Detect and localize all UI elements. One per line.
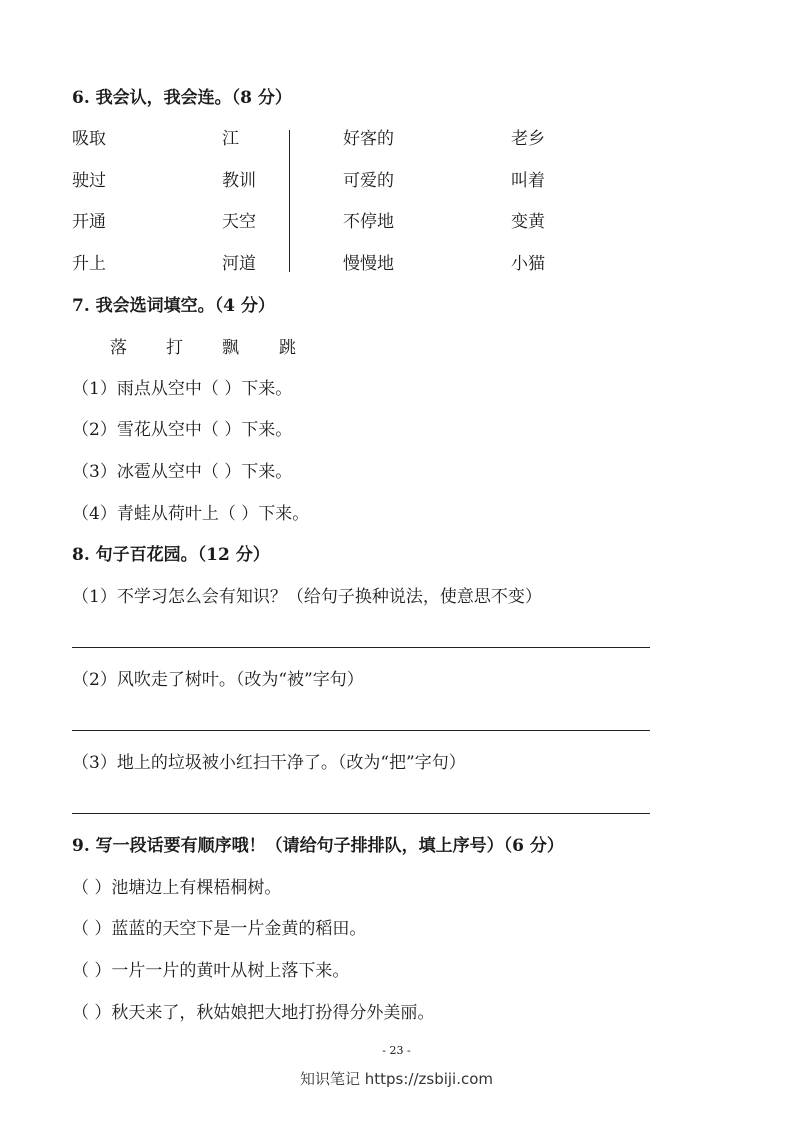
q8-answer-line[interactable]: [72, 730, 650, 731]
q6-right-word: 可爱的: [343, 171, 394, 191]
q6-right-match: 变黄: [511, 212, 545, 232]
q7-title: 7. 我会选词填空。（4 分）: [72, 296, 275, 316]
q6-left-word: 升上: [72, 254, 106, 274]
q6-left-match: 江: [222, 129, 239, 149]
q6-right-word: 慢慢地: [343, 254, 394, 274]
q6-left-word: 开通: [72, 212, 106, 232]
q6-left-match: 教训: [222, 171, 256, 191]
q6-right-match: 老乡: [511, 129, 545, 149]
q7-item: （3）冰雹从空中（ ）下来。: [72, 462, 293, 482]
q6-divider: [289, 130, 290, 272]
q9-item: （ ）蓝蓝的天空下是一片金黄的稻田。: [72, 919, 367, 939]
q6-left-word: 驶过: [72, 171, 106, 191]
q6-right-word: 好客的: [343, 129, 394, 149]
q6-right-match: 小猫: [511, 254, 545, 274]
footer-watermark: 知识笔记 https://zsbiji.com: [299, 1070, 494, 1088]
q8-item: （1）不学习怎么会有知识？（给句子换种说法，使意思不变）: [72, 587, 542, 607]
q8-answer-line[interactable]: [72, 813, 650, 814]
q8-item: （3）地上的垃圾被小红扫干净了。（改为“把”字句）: [72, 753, 466, 773]
q7-word-option: 打: [166, 338, 183, 358]
q6-right-match: 叫着: [511, 171, 545, 191]
q7-word-option: 跳: [279, 338, 296, 358]
q6-left-match: 河道: [222, 254, 256, 274]
q9-item: （ ）秋天来了，秋姑娘把大地打扮得分外美丽。: [72, 1003, 435, 1023]
q9-item: （ ）一片一片的黄叶从树上落下来。: [72, 961, 350, 981]
q7-item: （2）雪花从空中（ ）下来。: [72, 420, 293, 440]
page-number: - 23 -: [382, 1044, 411, 1057]
q7-word-option: 落: [110, 338, 127, 358]
q7-word-option: 飘: [222, 338, 239, 358]
q8-answer-line[interactable]: [72, 647, 650, 648]
q8-title: 8. 句子百花园。（12 分）: [72, 545, 270, 565]
q6-left-match: 天空: [222, 212, 256, 232]
q6-right-word: 不停地: [343, 212, 394, 232]
q9-item: （ ）池塘边上有棵梧桐树。: [72, 878, 282, 898]
q7-item: （1）雨点从空中（ ）下来。: [72, 379, 293, 399]
q6-left-word: 吸取: [72, 129, 106, 149]
q7-item: （4）青蛙从荷叶上（ ）下来。: [72, 504, 310, 524]
q6-title: 6. 我会认，我会连。（8 分）: [72, 88, 292, 108]
q9-title: 9. 写一段话要有顺序哦！（请给句子排排队，填上序号）（6 分）: [72, 836, 564, 856]
q8-item: （2）风吹走了树叶。（改为“被”字句）: [72, 670, 364, 690]
